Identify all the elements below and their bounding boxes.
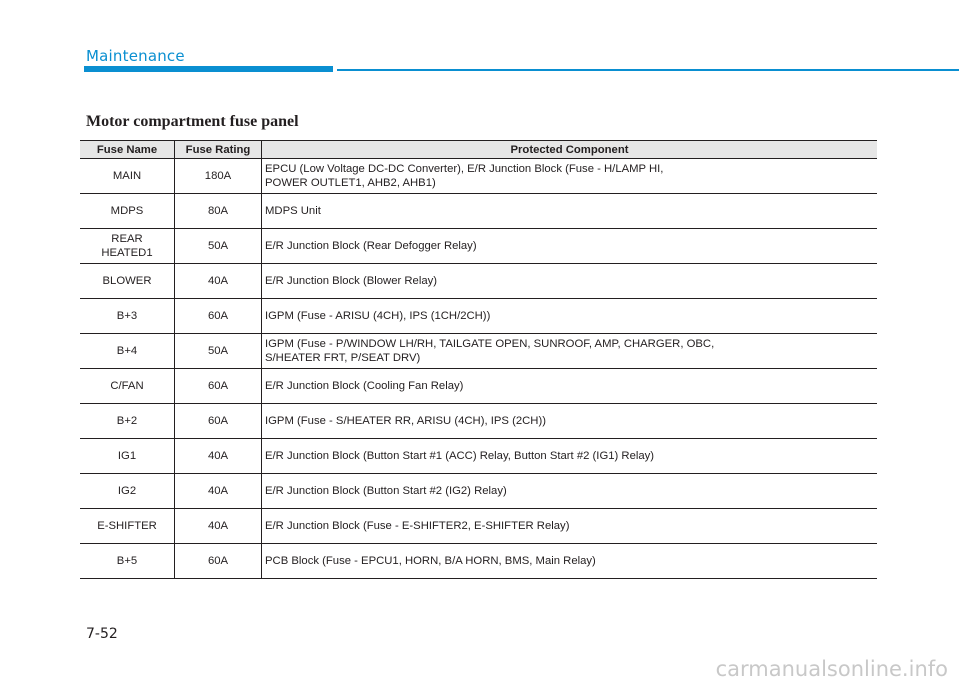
protected-component-cell: E/R Junction Block (Blower Relay) [262, 264, 878, 299]
column-header-protected-component: Protected Component [262, 141, 878, 159]
table-row [80, 194, 877, 229]
fuse-rating-cell: 60A [175, 369, 262, 404]
fuse-rating-cell: 60A [175, 404, 262, 439]
protected-component-cell: IGPM (Fuse - S/HEATER RR, ARISU (4CH), IPS (2CH)) [262, 404, 878, 439]
protected-component-cell: IGPM (Fuse - P/WINDOW LH/RH, TAILGATE OPEN, SUNROOF, AMP, CHARGER, OBC, S/HEATER FRT, P/SEAT DRV) [262, 334, 878, 369]
fuse-name-cell: E-SHIFTER [80, 509, 175, 544]
table-row [80, 229, 877, 264]
section-header: Maintenance [86, 47, 185, 65]
protected-component-cell: IGPM (Fuse - ARISU (4CH), IPS (1CH/2CH)) [262, 299, 878, 334]
table-row [80, 474, 877, 509]
table-row [80, 369, 877, 404]
page-title: Motor compartment fuse panel [86, 113, 299, 130]
table-row [80, 544, 877, 579]
fuse-name-cell: C/FAN [80, 369, 175, 404]
fuse-name-cell: B+4 [80, 334, 175, 369]
protected-component-cell: E/R Junction Block (Cooling Fan Relay) [262, 369, 878, 404]
fuse-rating-cell: 40A [175, 439, 262, 474]
fuse-name-cell: B+5 [80, 544, 175, 579]
fuse-rating-cell: 40A [175, 474, 262, 509]
fuse-name-cell: B+3 [80, 299, 175, 334]
fuse-rating-cell: 80A [175, 194, 262, 229]
watermark: carmanualsonline.info [715, 657, 948, 681]
protected-component-cell: E/R Junction Block (Button Start #1 (ACC) Relay, Button Start #2 (IG1) Relay) [262, 439, 878, 474]
fuse-rating-cell: 50A [175, 229, 262, 264]
protected-component-cell: MDPS Unit [262, 194, 878, 229]
fuse-name-cell: IG2 [80, 474, 175, 509]
protected-component-cell: E/R Junction Block (Rear Defogger Relay) [262, 229, 878, 264]
fuse-table-body [80, 159, 877, 579]
page-number: 7-52 [86, 626, 118, 642]
table-row [80, 334, 877, 369]
fuse-name-cell: B+2 [80, 404, 175, 439]
column-header-fuse-rating: Fuse Rating [175, 141, 262, 159]
fuse-rating-cell: 180A [175, 159, 262, 194]
table-row [80, 159, 877, 194]
table-row [80, 404, 877, 439]
header-rule [337, 69, 959, 71]
fuse-rating-cell: 60A [175, 544, 262, 579]
fuse-rating-cell: 60A [175, 299, 262, 334]
table-row [80, 509, 877, 544]
fuse-name-cell: MAIN [80, 159, 175, 194]
table-header-row [80, 141, 877, 159]
table-row [80, 264, 877, 299]
fuse-rating-cell: 40A [175, 509, 262, 544]
fuse-rating-cell: 40A [175, 264, 262, 299]
table-row [80, 439, 877, 474]
table-row [80, 299, 877, 334]
fuse-table [80, 140, 877, 579]
fuse-name-cell: REAR HEATED1 [80, 229, 175, 264]
fuse-name-cell: IG1 [80, 439, 175, 474]
protected-component-cell: E/R Junction Block (Fuse - E-SHIFTER2, E-SHIFTER Relay) [262, 509, 878, 544]
protected-component-cell: EPCU (Low Voltage DC-DC Converter), E/R Junction Block (Fuse - H/LAMP HI, POWER OUTLET1, AHB2, AHB1) [262, 159, 878, 194]
fuse-rating-cell: 50A [175, 334, 262, 369]
header-accent-bar [84, 66, 333, 72]
protected-component-cell: PCB Block (Fuse - EPCU1, HORN, B/A HORN, BMS, Main Relay) [262, 544, 878, 579]
protected-component-cell: E/R Junction Block (Button Start #2 (IG2) Relay) [262, 474, 878, 509]
fuse-name-cell: BLOWER [80, 264, 175, 299]
column-header-fuse-name: Fuse Name [80, 141, 175, 159]
fuse-name-cell: MDPS [80, 194, 175, 229]
